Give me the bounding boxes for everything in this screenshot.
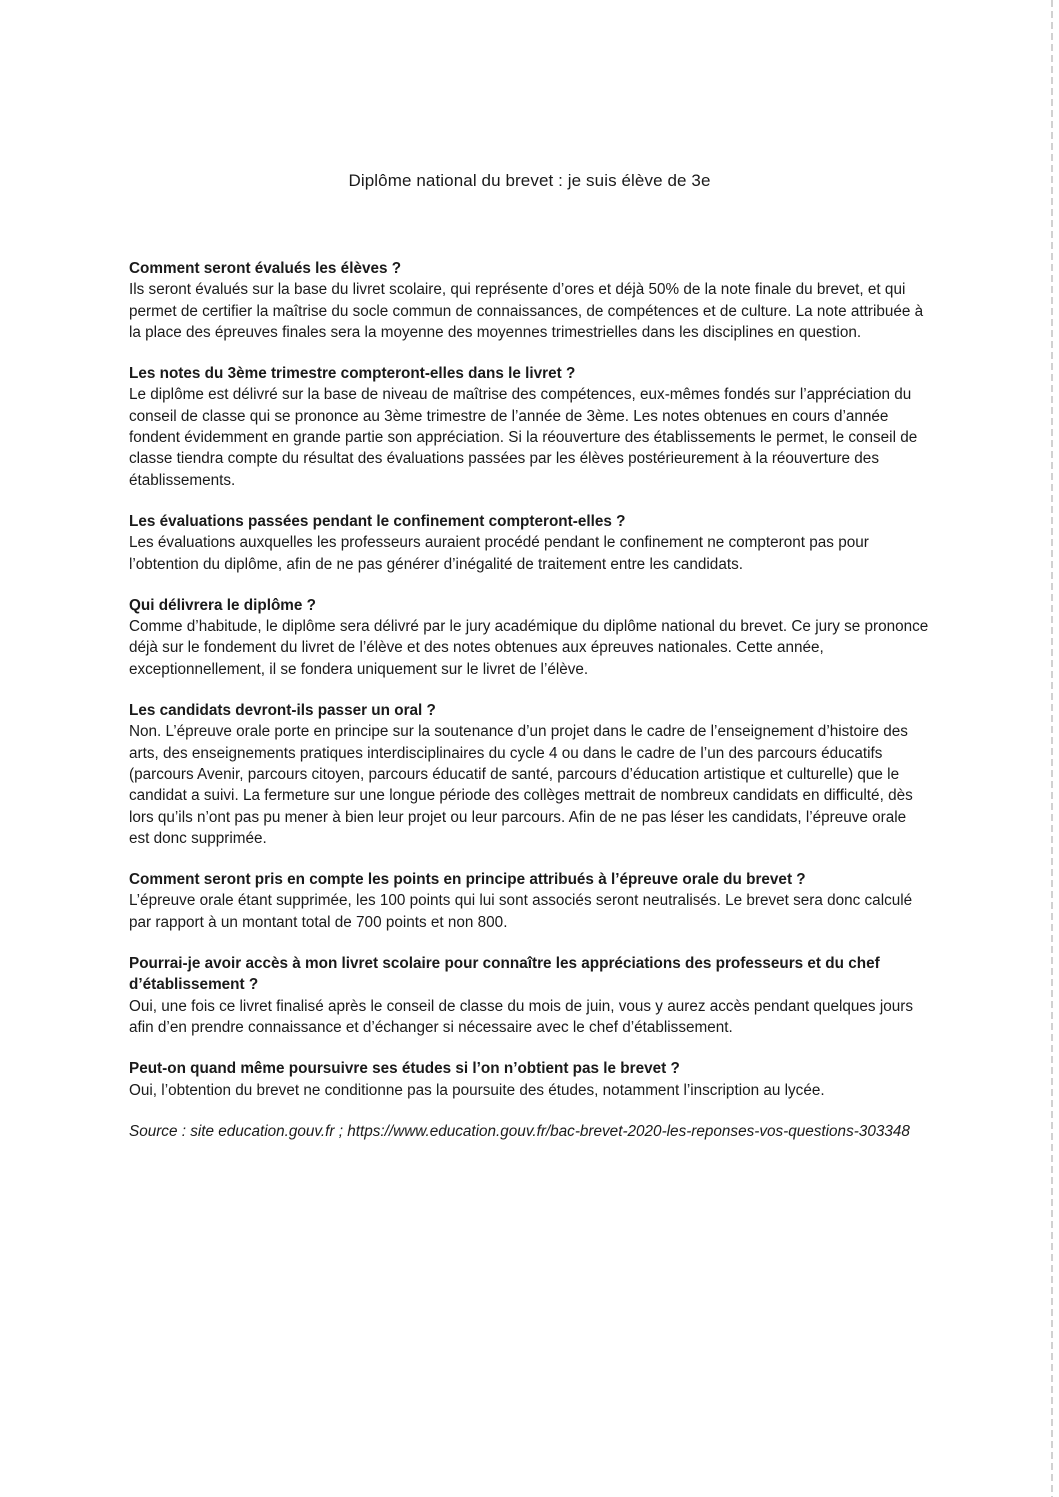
scan-edge-mark <box>1051 0 1053 1497</box>
answer-paragraph: Le diplôme est délivré sur la base de niveau de maîtrise des compétences, eux-mêmes fondés sur l’appréciation du conseil de classe qui se prononce au 3ème trimestre de l’année de 3ème. Les notes obtenues en cours d’année fondent évidemment en grande partie son appréciation. Si la réouverture des établissements le permet, le conseil de classe tiendra compte du résultat des évaluations passées par les élèves postérieurement à la réouverture des établissements. <box>129 386 918 489</box>
question-heading: Comment seront pris en compte les points en principe attribués à l’épreuve orale du brevet ? <box>129 871 806 889</box>
qa-section-2 <box>129 363 929 491</box>
answer-paragraph: Oui, l’obtention du brevet ne conditionne pas la poursuite des études, notamment l’inscription au lycée. <box>129 1081 825 1099</box>
question-heading: Les candidats devront-ils passer un oral ? <box>129 702 436 720</box>
qa-section-4 <box>129 595 929 680</box>
question-heading: Qui délivrera le diplôme ? <box>129 596 317 614</box>
source-citation: Source : site education.gouv.fr ; https://www.education.gouv.fr/bac-brevet-2020-les-reponses-vos-questions-303348 <box>129 1122 910 1140</box>
question-heading: Peut-on quand même poursuivre ses études si l’on n’obtient pas le brevet ? <box>129 1060 680 1078</box>
question-heading: Les notes du 3ème trimestre compteront-elles dans le livret ? <box>129 365 576 383</box>
qa-section-3 <box>129 511 929 575</box>
answer-paragraph: L’épreuve orale étant supprimée, les 100 points qui lui sont associés seront neutralisés. Le brevet sera donc calculé par rapport à un montant total de 700 points et non 800. <box>129 892 913 931</box>
qa-section-5 <box>129 700 929 849</box>
qa-section-1 <box>129 258 929 343</box>
question-heading: Pourrai-je avoir accès à mon livret scolaire pour connaître les appréciations des professeurs et du chef d’établissement ? <box>129 955 880 994</box>
answer-paragraph: Les évaluations auxquelles les professeurs auraient procédé pendant le confinement ne compteront pas pour l’obtention du diplôme, afin de ne pas générer d’inégalité de traitement entre les candidats. <box>129 534 869 573</box>
answer-paragraph: Oui, une fois ce livret finalisé après le conseil de classe du mois de juin, vous y aurez accès pendant quelques jours afin d’en prendre connaissance et d’échanger si nécessaire avec le chef d’établissement. <box>129 997 913 1036</box>
qa-section-8 <box>129 1058 929 1101</box>
answer-paragraph: Non. L’épreuve orale porte en principe sur la soutenance d’un projet dans le cadre de l’enseignement d’histoire des arts, des enseignements pratiques interdisciplinaires du cycle 4 ou dans le cadre de l’un des parcours éducatifs (parcours Avenir, parcours citoyen, parcours éducatif de santé, parcours d’éducation artistique et culturelle) que le candidat a suivi. La fermeture sur une longue période des collèges mettrait de nombreux candidats en difficulté, dès lors qu’ils n’ont pas pu mener à bien leur projet ou leur parcours. Afin de ne pas léser les candidats, l’épreuve orale est donc supprimée. <box>129 723 913 847</box>
document-title: Diplôme national du brevet : je suis élève de 3e <box>348 171 711 190</box>
document-body <box>129 258 929 1157</box>
answer-paragraph: Ils seront évalués sur la base du livret scolaire, qui représente d’ores et déjà 50% de la note finale du brevet, et qui permet de certifier la maîtrise du socle commun de connaissances, de compétences et de culture. La note attribuée à la place des épreuves finales sera la moyenne des moyennes trimestrielles dans les disciplines en question. <box>129 281 924 341</box>
qa-section-7 <box>129 953 929 1038</box>
question-heading: Les évaluations passées pendant le confinement compteront-elles ? <box>129 512 626 530</box>
question-heading: Comment seront évalués les élèves ? <box>129 260 402 277</box>
qa-section-6 <box>129 869 929 933</box>
answer-paragraph: Comme d’habitude, le diplôme sera délivré par le jury académique du diplôme national du brevet. Ce jury se prononce déjà sur le fondement du livret de l’élève et des notes obtenues aux épreuves nationales. Cette année, exceptionnellement, il se fondera uniquement sur le livret de l’élève. <box>129 618 929 678</box>
